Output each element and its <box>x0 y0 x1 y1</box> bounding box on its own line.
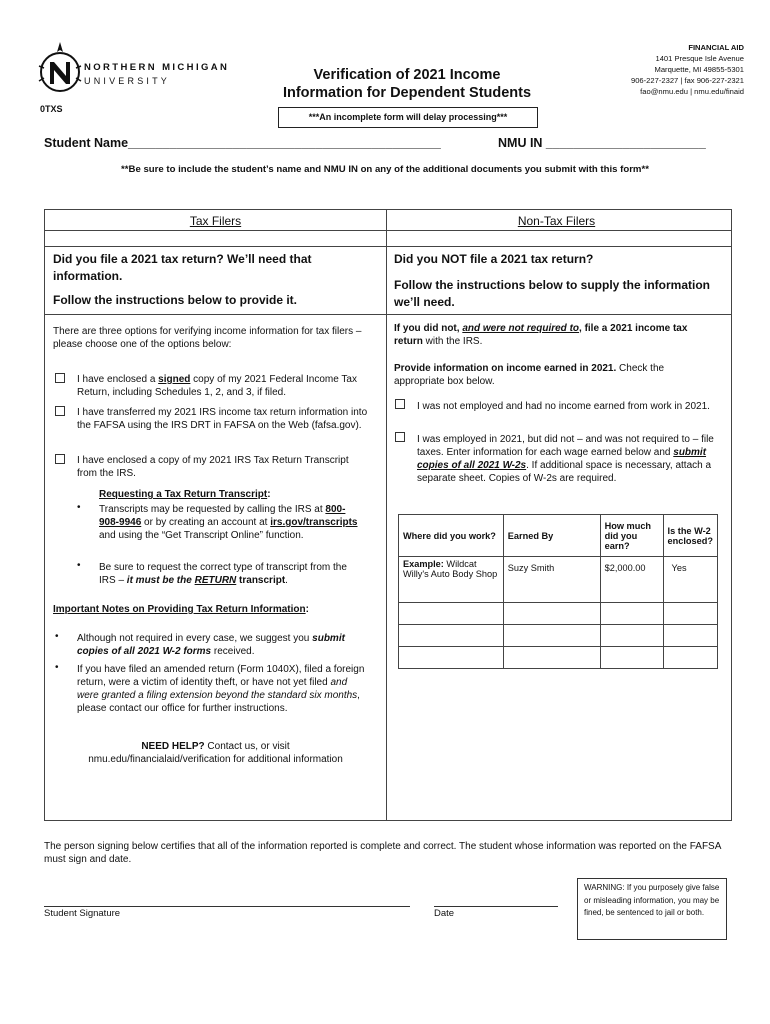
grid-rule <box>45 246 731 247</box>
request-transcript-heading-colon: : <box>267 489 271 500</box>
example-label: Example: <box>403 559 444 569</box>
bullet-icon: • <box>55 662 59 673</box>
table-header-row <box>399 515 718 557</box>
form-title-line2: Information for Dependent Students <box>282 85 532 101</box>
table-cell[interactable] <box>399 603 504 625</box>
table-cell[interactable] <box>663 603 717 625</box>
office-address2: Marquette, MI 49855-5301 <box>654 65 744 74</box>
note2-text-a: If you have filed an amended return (Form 1040X), filed a foreign return, were a victim of identity theft, or have not yet filed <box>77 664 365 688</box>
certification-text: The person signing below certifies that all of the information reported is complete and correct. The student whose information was reported on the FAFSA must sign and date. <box>44 841 721 865</box>
date-label: Date <box>434 908 455 919</box>
form-title <box>262 66 552 102</box>
note2-text-c: , please contact our office for further instructions. <box>77 690 360 714</box>
non-tax-para2 <box>394 362 714 388</box>
non-tax-para2-text-b: Check the appropriate box below. <box>394 363 665 387</box>
tax-filers-question-line1: Did you file a 2021 tax return? We’ll need that <box>53 252 312 266</box>
option1-signed: signed <box>158 374 191 385</box>
table-cell[interactable] <box>600 603 663 625</box>
table-header: Where did you work? <box>399 515 504 557</box>
signature-line[interactable] <box>44 896 410 907</box>
need-help <box>53 740 378 766</box>
form-code: 0TXS <box>40 104 63 114</box>
transcript-bullet1-text-a: Transcripts may be requested by calling the IRS at <box>99 504 326 515</box>
wage-table <box>398 514 718 669</box>
incomplete-warning: ***An incomplete form will delay processing*** <box>278 107 538 128</box>
non-tax-para1 <box>394 322 719 348</box>
transcript-bullet1-text-b: or by creating an account at <box>141 517 271 528</box>
need-help-text: Contact us, or visit <box>204 741 290 752</box>
office-title: FINANCIAL AID <box>688 43 744 52</box>
transcript-bullet2-return: RETURN <box>194 575 237 586</box>
employed-checkbox[interactable] <box>395 432 405 442</box>
table-cell: Yes <box>663 557 717 603</box>
column-divider <box>386 210 387 820</box>
non-tax-para1-text-c: , file a 2021 income tax return <box>394 323 688 347</box>
important-notes-heading-text: Important Notes on Providing Tax Return Information <box>53 604 306 615</box>
employed-text <box>417 433 722 485</box>
transcript-bullet2-text-b: it must be the <box>126 575 195 586</box>
non-tax-instruction: Follow the instructions below to supply the information we’ll need. <box>394 278 710 309</box>
option3-checkbox[interactable] <box>55 454 65 464</box>
table-row[interactable] <box>399 625 718 647</box>
university-name-line2: UNIVERSITY <box>84 76 171 86</box>
income-grid <box>44 209 732 821</box>
penalty-warning: WARNING: If you purposely give false or misleading information, you may be fined, be sentenced to jail or both. <box>577 878 727 940</box>
table-cell[interactable] <box>663 647 717 669</box>
employed-text-a: I was employed in 2021, but did not – and was not required to – file taxes. Enter information for each wage earned below and <box>417 434 714 458</box>
note1-text-a: Although not required in every case, we suggest you <box>77 633 313 644</box>
table-cell[interactable] <box>503 625 600 647</box>
example-work: Wildcat Willy's Auto Body Shop <box>403 559 498 579</box>
note1-text-b: submit copies of all 2021 W-2 forms <box>77 633 345 657</box>
option1-checkbox[interactable] <box>55 373 65 383</box>
university-name-line1: NORTHERN MICHIGAN <box>84 62 230 73</box>
table-cell[interactable] <box>503 647 600 669</box>
option3-text: I have enclosed a copy of my 2021 IRS Tax Return Transcript from the IRS. <box>77 455 349 479</box>
employed-text-c: . If additional space is necessary, attach a separate sheet. Copies of W-2s are required. <box>417 460 712 484</box>
table-row[interactable] <box>399 647 718 669</box>
bullet-icon: • <box>77 560 81 571</box>
tax-filers-heading: Tax Filers <box>189 214 242 228</box>
table-header: How much did you earn? <box>600 515 663 557</box>
option1-text <box>77 373 377 399</box>
nmu-in-field[interactable]: NMU IN _______________________ <box>498 136 706 150</box>
option1-text-a: I have enclosed a <box>77 374 159 385</box>
employed-text-b: submit copies of all 2021 W-2s <box>417 447 707 471</box>
need-help-label: NEED HELP? <box>141 741 205 752</box>
request-transcript-heading <box>99 488 271 501</box>
table-cell <box>399 557 504 603</box>
transcript-bullet2-period: . <box>285 575 288 586</box>
bullet-icon: • <box>55 631 59 642</box>
tax-filers-question-line2: information. <box>53 269 123 283</box>
table-cell: Suzy Smith <box>503 557 600 603</box>
transcript-bullet2-text-a: Be sure to request the correct type of transcript from the IRS – <box>99 562 347 586</box>
non-tax-para1-text-b: and were not required to <box>462 323 580 334</box>
irs-transcripts-link[interactable]: irs.gov/transcripts <box>270 517 358 528</box>
office-address1: 1401 Presque Isle Avenue <box>655 54 744 63</box>
signature-label: Student Signature <box>44 908 121 919</box>
tax-filers-instruction: Follow the instructions below to provide it. <box>53 293 298 307</box>
note1 <box>77 632 362 658</box>
table-cell[interactable] <box>600 647 663 669</box>
tax-filers-intro: There are three options for verifying income information for tax filers – please choose one of the options below: <box>53 326 362 350</box>
important-notes-heading-colon: : <box>305 604 309 615</box>
table-cell[interactable] <box>399 625 504 647</box>
table-cell[interactable] <box>663 625 717 647</box>
office-contact <box>534 42 744 97</box>
office-phone: 906-227-2327 | fax 906-227-2321 <box>630 76 744 85</box>
option2-text: I have transferred my 2021 IRS income tax return information into the FAFSA using the IRS DRT in FAFSA on the Web (fafsa.gov). <box>77 407 368 431</box>
transcript-bullet1 <box>99 503 359 542</box>
verification-link[interactable]: nmu.edu/financialaid/verification for additional information <box>88 754 343 765</box>
table-cell[interactable] <box>399 647 504 669</box>
important-notes-heading <box>53 603 309 616</box>
table-row <box>399 557 718 603</box>
tax-filers-question <box>53 251 378 309</box>
table-cell[interactable] <box>600 625 663 647</box>
transcript-bullet2-text-d: transcript <box>236 575 286 586</box>
non-tax-para2-text-a: Provide information on income earned in 2021. <box>394 363 617 374</box>
nmu-logo-icon <box>36 38 84 98</box>
non-tax-para1-text-a: If you did not, <box>394 323 463 334</box>
irs-phone-link[interactable]: 800-908-9946 <box>99 504 346 528</box>
option2-checkbox[interactable] <box>55 406 65 416</box>
grid-rule <box>45 314 731 315</box>
non-tax-question: Did you NOT file a 2021 tax return? <box>394 252 594 266</box>
note2 <box>77 663 367 715</box>
transcript-bullet2 <box>99 561 359 587</box>
student-notice: **Be sure to include the student’s name and NMU IN on any of the additional documents you submit with this form** <box>121 164 649 175</box>
non-tax-filers-heading: Non-Tax Filers <box>517 214 596 228</box>
non-tax-para1-text-d: with the IRS. <box>422 336 483 347</box>
date-line[interactable] <box>434 896 558 907</box>
form-title-line1: Verification of 2021 Income <box>313 67 501 83</box>
table-cell: $2,000.00 <box>600 557 663 603</box>
option1-text-c: copy of my 2021 Federal Income Tax Return, including Schedules 1, 2, and 3, if filed. <box>77 374 357 398</box>
table-header: Is the W-2 enclosed? <box>663 515 717 557</box>
note2-text-b: and were granted a filing extension beyond the standard six months <box>77 677 358 701</box>
transcript-bullet1-text-c: and using the “Get Transcript Online” function. <box>99 530 304 541</box>
not-employed-checkbox[interactable] <box>395 399 405 409</box>
office-web: fao@nmu.edu | nmu.edu/finaid <box>640 87 744 96</box>
request-transcript-heading-text: Requesting a Tax Return Transcript <box>99 489 268 500</box>
bullet-icon: • <box>77 502 81 513</box>
not-employed-text: I was not employed and had no income earned from work in 2021. <box>417 401 710 412</box>
table-row[interactable] <box>399 603 718 625</box>
note1-text-c: received. <box>211 646 255 657</box>
student-name-field[interactable]: Student Name_____________________________________________ <box>44 136 441 150</box>
table-header: Earned By <box>503 515 600 557</box>
grid-rule <box>45 230 731 231</box>
table-cell[interactable] <box>503 603 600 625</box>
